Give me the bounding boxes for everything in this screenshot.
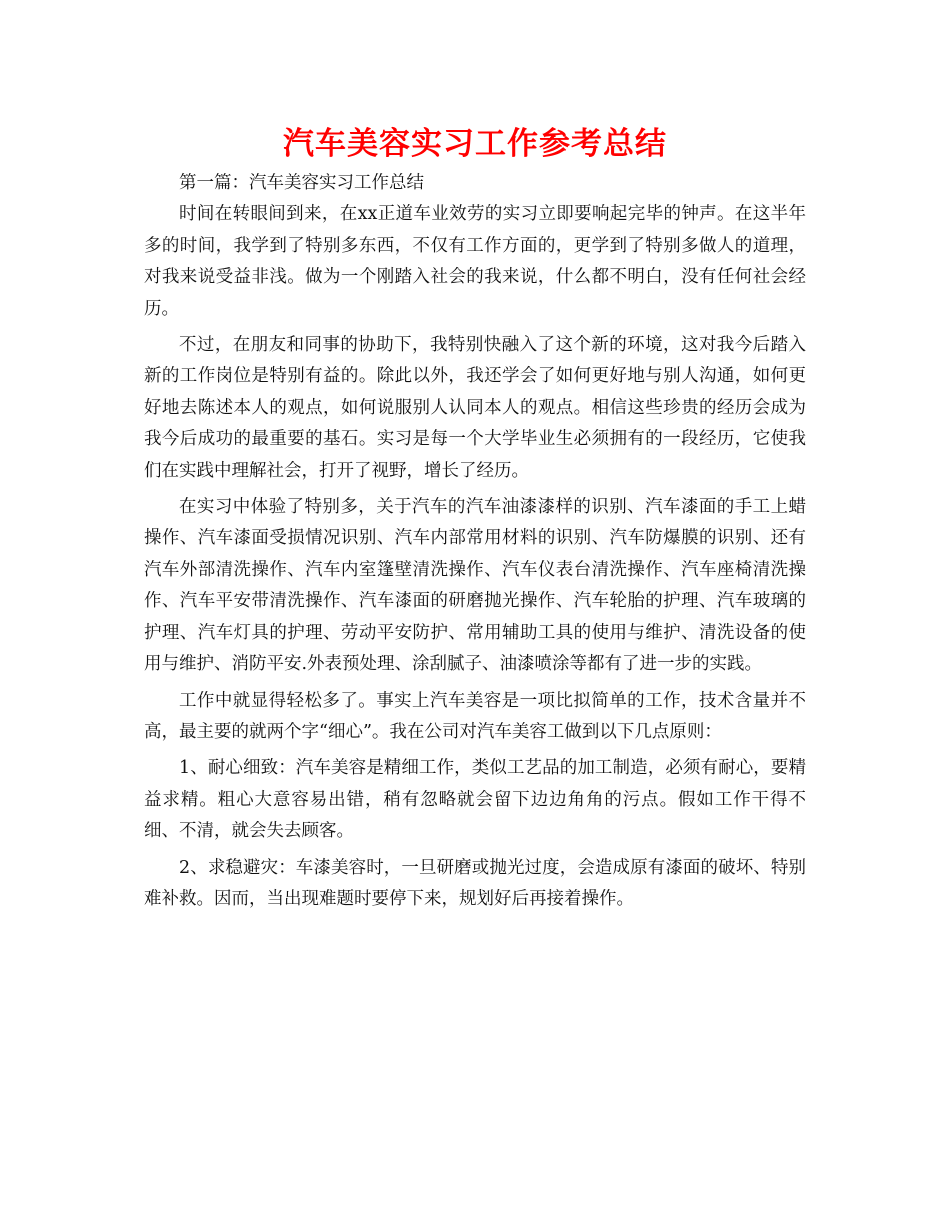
paragraph: 在实习中体验了特别多，关于汽车的汽车油漆漆样的识别、汽车漆面的手工上蜡操作、汽车漆面受损情况识别、汽车内部常用材料的识别、汽车防爆膜的识别、还有汽车外部清洗操作、汽车内室篷壁清洗操作、汽车仪表台清洗操作、汽车座椅清洗操作、汽车平安带清洗操作、汽车漆面的研磨抛光操作、汽车轮胎的护理、汽车玻璃的护理、汽车灯具的护理、劳动平安防护、常用辅助工具的使用与维护、清洗设备的使用与维护、消防平安.外表预处理、涂刮腻子、油漆喷涂等都有了进一步的实践。 bbox=[144, 497, 806, 675]
section-heading: 第一篇：汽车美容实习工作总结 bbox=[179, 173, 424, 193]
paragraph: 工作中就显得轻松多了。事实上汽车美容是一项比拟简单的工作，技术含量并不高，最主要的就两个字“细心”。我在公司对汽车美容工做到以下几点原则： bbox=[144, 690, 806, 742]
paragraph: 1、耐心细致：汽车美容是精细工作，类似工艺品的加工制造，必须有耐心，要精益求精。粗心大意容易出错，稍有忽略就会留下边边角角的污点。假如工作干得不细、不清，就会失去顾客。 bbox=[144, 758, 806, 842]
paragraph: 不过，在朋友和同事的协助下，我特别快融入了这个新的环境，这对我今后踏入新的工作岗位是特别有益的。除此以外，我还学会了如何更好地与别人沟通，如何更好地去陈述本人的观点，如何说服别人认同本人的观点。相信这些珍贵的经历会成为我今后成功的最重要的基石。实习是每一个大学毕业生必须拥有的一段经历，它使我们在实践中理解社会，打开了视野，增长了经历。 bbox=[144, 335, 806, 481]
document-body bbox=[144, 168, 806, 920]
document-title: 汽车美容实习工作参考总结 bbox=[283, 126, 667, 162]
paragraph: 2、求稳避灾：车漆美容时，一旦研磨或抛光过度，会造成原有漆面的破坏、特别难补救。因而，当出现难题时要停下来，规划好后再接着操作。 bbox=[144, 857, 806, 909]
paragraph: 时间在转眼间到来，在xx正道车业效劳的实习立即要响起完毕的钟声。在这半年多的时间，我学到了特别多东西，不仅有工作方面的，更学到了特别多做人的道理，对我来说受益非浅。做为一个刚踏入社会的我来说，什么都不明白，没有任何社会经历。 bbox=[144, 204, 806, 319]
